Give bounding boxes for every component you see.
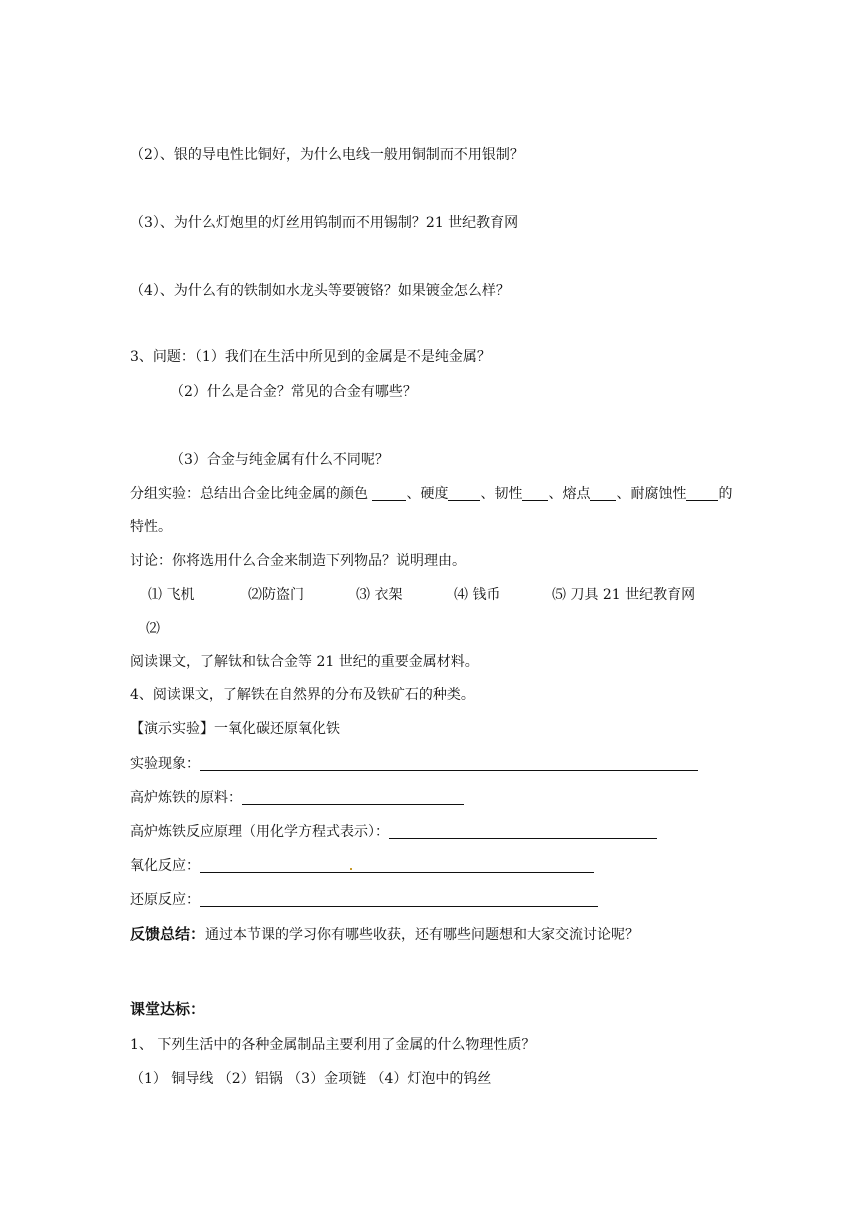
item-4: 4、阅读课文，了解铁在自然界的分布及铁矿石的种类。 [130, 687, 475, 703]
item-hanger: ⑶ 衣架 [356, 587, 403, 603]
melting-blank[interactable] [590, 486, 616, 501]
phenomenon-row [130, 755, 698, 773]
classroom-heading: 课堂达标： [130, 1000, 206, 1018]
reduction-label: 还原反应： [130, 892, 200, 908]
feedback-text: 通过本节课的学习你有哪些收获，还有哪些问题想和大家交流讨论呢？ [205, 927, 640, 943]
reading-task: 阅读课文，了解钛和钛合金等 21 世纪的重要金属材料。 [130, 654, 479, 670]
item-knife: ⑸ 刀具 21 世纪教育网 [552, 587, 696, 603]
materials-label: 高炉炼铁的原料： [130, 790, 242, 806]
problem-3-label: 3、问题： [130, 349, 195, 365]
group-experiment-line-2: 特性。 [130, 519, 172, 535]
item-coin: ⑷ 钱币 [454, 587, 501, 603]
question-4: （4）、为什么有的铁制如水龙头等要镀铬？如果镀金怎么样？ [130, 283, 510, 299]
reduction-blank[interactable] [200, 892, 598, 907]
reduction-row [130, 891, 598, 909]
hardness-blank[interactable] [448, 486, 480, 501]
group-exp-prefix: 分组实验：总结出合金比纯金属的颜色 [130, 486, 368, 502]
melting-label: 、熔点 [548, 486, 591, 502]
question-1-items: （1） 铜导线 （2）铝锅 （3）金项链 （4）灯泡中的钨丝 [130, 1071, 492, 1087]
question-1: 1、 下列生活中的各种金属制品主要利用了金属的什么物理性质？ [130, 1037, 536, 1053]
group-exp-suffix: 的 [718, 486, 733, 502]
demo-experiment: 【演示实验】一氧化碳还原氧化铁 [130, 721, 340, 737]
toughness-label: 、韧性 [480, 486, 523, 502]
materials-blank[interactable] [242, 790, 464, 805]
phenomenon-label: 实验现象： [130, 756, 200, 772]
corrosion-label: 、耐腐蚀性 [616, 486, 687, 502]
phenomenon-blank[interactable] [200, 756, 698, 771]
principle-label: 高炉炼铁反应原理（用化学方程式表示）： [130, 824, 389, 840]
problem-3-item-3: （3）合金与纯金属有什么不同呢？ [170, 452, 389, 468]
feedback-label: 反馈总结： [130, 925, 206, 943]
group-experiment [130, 485, 732, 503]
discussion-extra: ⑵ [146, 621, 160, 637]
discussion: 讨论：你将选用什么合金来制造下列物品？说明理由。 [130, 553, 466, 569]
item-airplane: ⑴ 飞机 [148, 587, 195, 603]
question-3: （3）、为什么灯炮里的灯丝用钨制而不用锡制？21 世纪教育网 [130, 215, 519, 231]
hardness-label: 、硬度 [406, 486, 449, 502]
item-security-door: ⑵防盗门 [248, 587, 304, 603]
corrosion-blank[interactable] [686, 486, 718, 501]
oxidation-label: 氧化反应： [130, 858, 200, 874]
principle-blank[interactable] [389, 824, 657, 839]
feedback-row [130, 925, 639, 944]
principle-row [130, 823, 657, 841]
oxidation-row [130, 857, 594, 875]
toughness-blank[interactable] [522, 486, 548, 501]
small-mark [350, 868, 352, 870]
problem-3-item-1: （1）我们在生活中所见到的金属是不是纯金属？ [194, 349, 491, 365]
discussion-items [148, 586, 695, 604]
question-2: （2）、银的导电性比铜好，为什么电线一般用铜制而不用银制？ [130, 147, 524, 163]
problem-3 [130, 348, 491, 366]
color-blank[interactable] [372, 486, 406, 501]
problem-3-item-2: （2）什么是合金？常见的合金有哪些？ [170, 384, 417, 400]
oxidation-blank[interactable] [200, 858, 594, 873]
materials-row [130, 789, 464, 807]
